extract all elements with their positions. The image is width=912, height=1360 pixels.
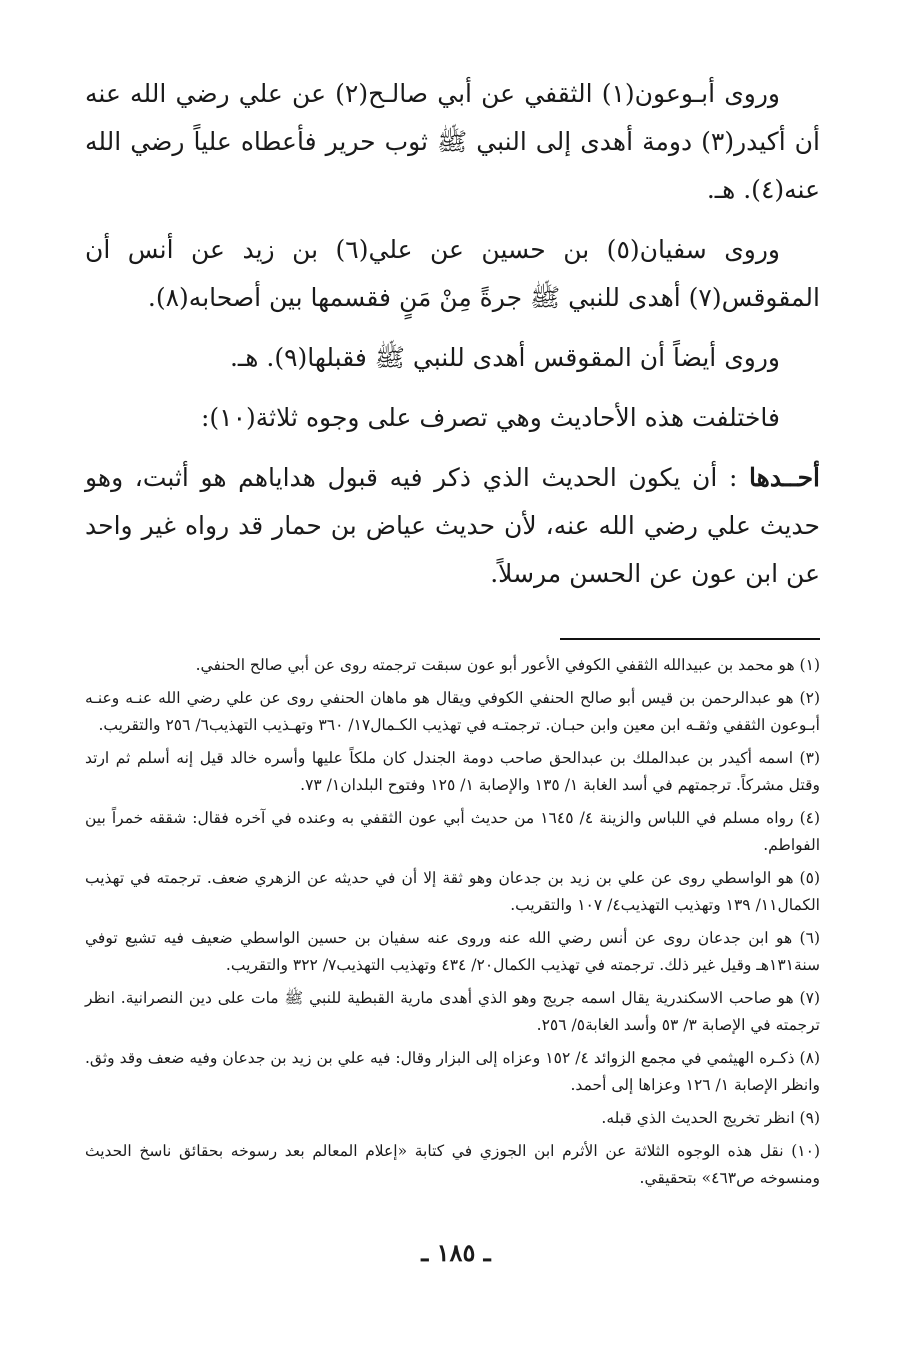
- footnote-8: (٨) ذكـره الهيثمي في مجمع الزوائد ٤/ ١٥٢ وعزاه إلى البزار وقال: فيه علي بن زيد بن جدعان وفيه ضعف وقد وثق. وانظر الإصابة ١/ ١٢٦ وعزاها إلى أحمد.: [85, 1049, 820, 1094]
- footnote-10: (١٠) نقل هذه الوجوه الثلاثة عن الأثرم ابن الجوزي في كتابة «إعلام المعالم بعد رسوخه بحقائق ناسخ الحديث ومنسوخه ص٤٦٣» بتحقيقي.: [85, 1142, 820, 1187]
- footnote-4: (٤) رواه مسلم في اللباس والزينة ٤/ ١٦٤٥ من حديث أبي عون الثقفي به وعنده في آخره فقال: شققه خمراً بين الفواطم.: [85, 809, 821, 854]
- paragraph-5: [85, 454, 820, 598]
- paragraph-5-text: : أن يكون الحديث الذي ذكر فيه قبول هداياهم هو أثبت، وهو حديث علي رضي الله عنه، لأن حديث عياض بن حمار قد رواه غير واحد عن ابن عون عن الحسن مرسلاً.: [85, 463, 820, 588]
- paragraph-3: وروى أيضاً أن المقوقس أهدى للنبي ﷺ فقبلها(٩). هـ.: [229, 343, 780, 372]
- footnote-3: (٣) اسمه أكيدر بن عبدالملك بن عبدالحق صاحب دومة الجندل كان ملكاً عليها وأسره خالد قيل إنه أسلم ثم ارتد وقتل مشركاً. ترجمتهم في أسد الغابة ١/ ١٣٥ والإصابة ١/ ١٢٥ وفتوح البلدان١/ ٧٣.: [85, 749, 820, 794]
- paragraph-2: وروى سفيان(٥) بن حسين عن علي(٦) بن زيد عن أنس أن المقوقس(٧) أهدى للنبي ﷺ جرةً مِنْ مَنٍ فقسمها بين أصحابه(٨).: [85, 235, 820, 312]
- paragraph-4: فاختلفت هذه الأحاديث وهي تصرف على وجوه ثلاثة(١٠):: [200, 403, 780, 432]
- paragraph-5-heading: أحــدها: [749, 463, 820, 492]
- page-number: ـ ١٨٥ ـ: [421, 1238, 491, 1267]
- footnote-separator: [560, 638, 820, 640]
- main-text: [85, 70, 820, 598]
- footnote-2: (٢) هو عبدالرحمن بن قيس أبو صالح الحنفي الكوفي ويقال هو ماهان الحنفي روى عن علي رضي الله عنـه وعنـه أبـوعون الثقفي وثقـه ابن معين وابن حبـان. ترجمتـه في تهذيب الكـمال١٧/ ٣٦٠ وتهـذيب التهذيب٦/ ٢٥٦ والتقريب.: [85, 689, 820, 734]
- footnote-9: (٩) انظر تخريج الحديث الذي قبله.: [601, 1109, 820, 1127]
- footnote-5: (٥) هو الواسطي روى عن علي بن زيد بن جدعان وهو ثقة إلا أن في حديثه عن الزهري ضعف. ترجمته في تهذيب الكمال١١/ ١٣٩ وتهذيب التهذيب٤/ ١٠٧ والتقريب.: [85, 869, 820, 914]
- footnote-7: (٧) هو صاحب الاسكندرية يقال اسمه جريج وهو الذي أهدى مارية القبطية للنبي ﷺ مات على دين النصرانية. انظر ترجمته في الإصابة ٣/ ٥٣ وأسد الغابة٥/ ٢٥٦.: [85, 989, 820, 1034]
- footnotes: [85, 652, 820, 1192]
- paragraph-1: وروى أبـوعون(١) الثقفي عن أبي صالـح(٢) عن علي رضي الله عنه أن أكيدر(٣) دومة أهدى إلى النبي ﷺ ثوب حرير فأعطاه علياً رضي الله عنه(٤). هـ.: [85, 79, 820, 204]
- footnote-1: (١) هو محمد بن عبيدالله الثقفي الكوفي الأعور أبو عون سبقت ترجمته روى عن أبي صالح الحنفي.: [195, 656, 820, 674]
- footnote-6: (٦) هو ابن جدعان روى عن أنس رضي الله عنه وروى عنه سفيان بن حسين الواسطي ضعيف فيه تشيع توفي سنة١٣١هـ وقيل غير ذلك. ترجمته في تهذيب الكمال٢٠/ ٤٣٤ وتهذيب التهذيب٧/ ٣٢٢ والتقريب.: [85, 929, 820, 974]
